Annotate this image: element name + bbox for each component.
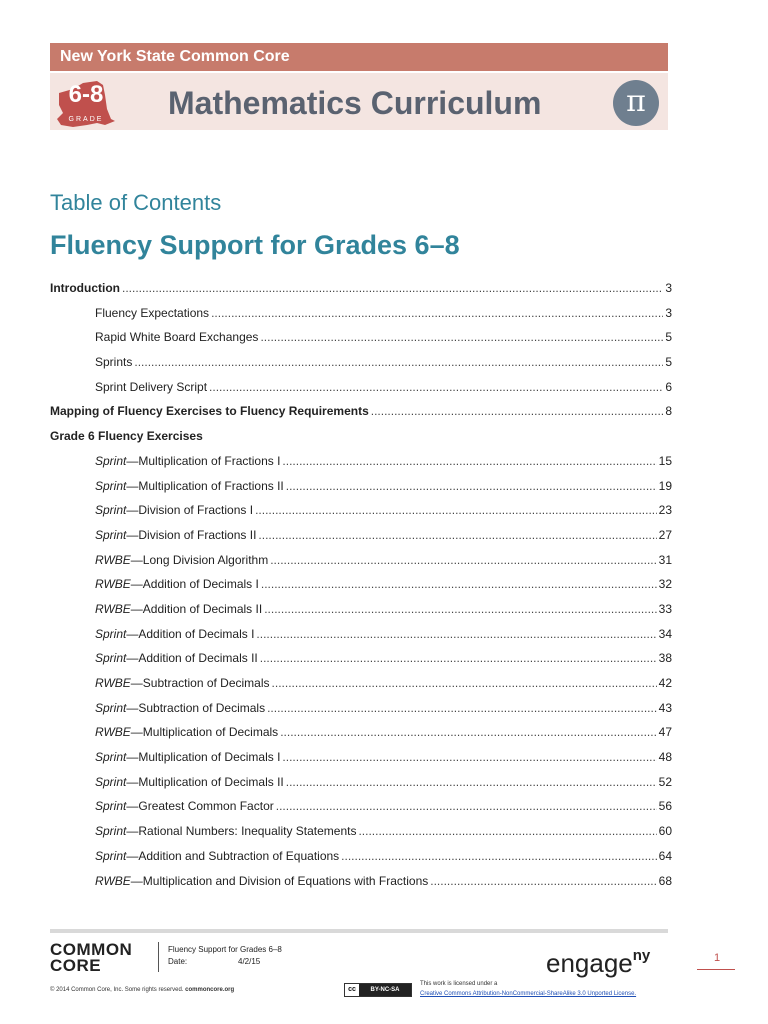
footer-date-label: Date: [168, 957, 188, 966]
grade-badge [53, 79, 115, 129]
license-link[interactable]: Creative Commons Attribution-NonCommercial-ShareAlike 3.0 Unported License. [420, 991, 637, 997]
toc-entry[interactable]: Sprint—Multiplication of Decimals I ..... 48 [50, 745, 672, 770]
toc-entry-mapping[interactable]: Mapping of Fluency Exercises to Fluency Requirements ..... 8 [50, 399, 672, 424]
header-band [50, 73, 668, 130]
toc-entry[interactable]: Sprint—Subtraction of Decimals ..... 43 [50, 696, 672, 721]
cc-icon: cc [345, 984, 359, 996]
toc-entry-sprint-delivery-script[interactable]: Sprint Delivery Script ..... 6 [50, 375, 672, 400]
footer-rule [50, 929, 668, 933]
footer-document-info [168, 944, 282, 968]
footer-date-value: 4/2/15 [238, 957, 261, 966]
commoncore-link[interactable]: commoncore.org [185, 987, 235, 993]
common-core-logo: COMMON CORE [50, 940, 133, 975]
toc-entry-fluency-expectations[interactable]: Fluency Expectations ..... 3 [50, 301, 672, 326]
toc-entry[interactable]: Sprint—Addition of Decimals I ..... 34 [50, 622, 672, 647]
toc-entry[interactable]: Sprint—Addition of Decimals II ..... 38 [50, 646, 672, 671]
table-of-contents [50, 276, 672, 893]
page-number: 1 [713, 952, 721, 964]
toc-entry[interactable]: RWBE—Multiplication and Division of Equations with Fractions ..... 68 [50, 869, 672, 894]
banner-text: New York State Common Core [60, 48, 290, 65]
toc-entry-sprints[interactable]: Sprints ..... 5 [50, 350, 672, 375]
toc-entry[interactable]: Sprint—Rational Numbers: Inequality Statements ..... 60 [50, 819, 672, 844]
curriculum-banner [50, 43, 668, 71]
toc-entry-introduction[interactable]: Introduction ..... 3 [50, 276, 672, 301]
toc-entry[interactable]: Sprint—Addition and Subtraction of Equations ..... 64 [50, 844, 672, 869]
document-title: Fluency Support for Grades 6–8 [50, 230, 460, 260]
toc-entry[interactable]: RWBE—Multiplication of Decimals ..... 47 [50, 720, 672, 745]
engageny-logo: engage$^{ny}$ [546, 947, 651, 978]
toc-section-grade-6: Grade 6 Fluency Exercises [50, 429, 203, 444]
footer-doc-name: Fluency Support for Grades 6–8 [168, 945, 282, 954]
cc-license-badge[interactable]: cc BY-NC-SA [344, 983, 412, 997]
grade-number: 6-8 [68, 81, 104, 108]
copyright-notice: © 2014 Common Core, Inc. Some rights reserved. commoncore.org [50, 987, 235, 993]
toc-entry[interactable]: Sprint—Division of Fractions I ..... 23 [50, 498, 672, 523]
toc-entry[interactable]: Sprint—Multiplication of Decimals II ..... 52 [50, 770, 672, 795]
toc-entry[interactable]: Sprint—Multiplication of Fractions II ..... 19 [50, 474, 672, 499]
toc-entry[interactable]: RWBE—Addition of Decimals II ..... 33 [50, 597, 672, 622]
toc-entry-rapid-white-board-exchanges[interactable]: Rapid White Board Exchanges ..... 5 [50, 325, 672, 350]
toc-entry[interactable]: Sprint—Multiplication of Fractions I ..... 15 [50, 449, 672, 474]
page-number-rule [697, 969, 735, 970]
curriculum-title: Mathematics Curriculum [168, 85, 542, 121]
toc-entry[interactable]: RWBE—Long Division Algorithm ..... 31 [50, 548, 672, 573]
toc-entry[interactable]: RWBE—Subtraction of Decimals ..... 42 [50, 671, 672, 696]
pi-icon: π [613, 80, 659, 126]
toc-entry[interactable]: RWBE—Addition of Decimals I ..... 32 [50, 572, 672, 597]
toc-entry[interactable]: Sprint—Division of Fractions II ..... 27 [50, 523, 672, 548]
grade-label: GRADE [68, 116, 104, 123]
toc-entry[interactable]: Sprint—Greatest Common Factor ..... 56 [50, 794, 672, 819]
footer-divider [158, 942, 159, 972]
toc-label: Table of Contents [50, 190, 222, 215]
license-notice: This work is licensed under a Creative Commons Attribution-NonCommercial-ShareAlike 3.0 Unported License. [420, 981, 637, 997]
